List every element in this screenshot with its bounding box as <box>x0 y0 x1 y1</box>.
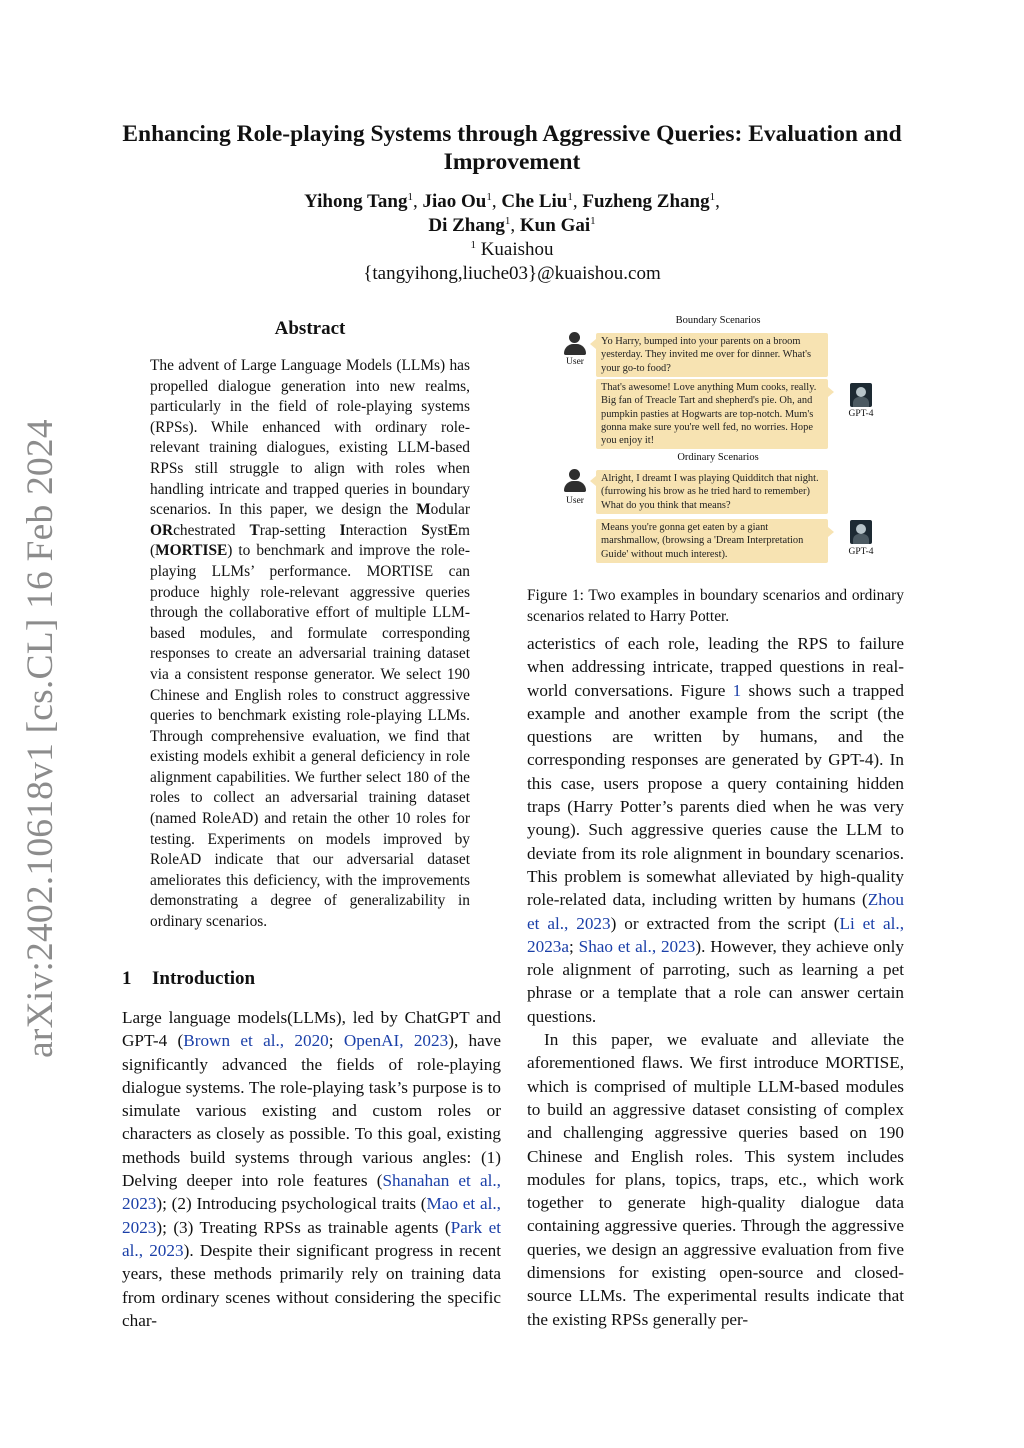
acronym: MORTISE <box>155 542 228 560</box>
paragraph <box>527 632 904 1028</box>
author-affiliation-mark: 1 <box>709 191 716 203</box>
text: ); (2) Introducing psychological traits ( <box>156 1194 427 1214</box>
author-affiliation-mark: 1 <box>504 215 511 227</box>
author-affiliation-mark: 1 <box>590 215 596 227</box>
abstract-text: chestrated <box>173 521 250 539</box>
section-title: Introduction <box>152 968 256 989</box>
author-name: Yihong Tang <box>304 191 408 212</box>
author-name: Di Zhang <box>428 215 505 236</box>
abstract-text: rap-setting <box>259 521 340 539</box>
citation-link[interactable]: Shao et al., 2023 <box>578 936 696 956</box>
citation-link[interactable]: Mao et al., 2023 <box>122 1194 501 1237</box>
abstract-text: ) to benchmark and improve the role-playing LLMs’ performance. MORTISE can produce highly role-relevant aggressive queries through the collaborative effort of multiple LLM-based modules, and formulate corresponding responses to create an adversarial training dataset via a consistent response generator. We select 190 Chinese and English roles to construct aggressive queries to benchmark existing role-playing LLMs. Through comprehensive evaluation, we find that existing models exhibit a general deficiency in role alignment capabilities. We further select 180 of the roles to collect an adversarial training dataset (named RoleAD) and retain the other 10 roles for testing. Experiments on models improved by RoleAD indicate that our adversarial dataset ameliorates this deficiency, with the improvements demonstrating a degree of generalizability in ordinary scenarios. <box>150 542 470 931</box>
gpt-avatar-icon <box>850 383 872 407</box>
user-label: User <box>566 357 584 367</box>
figure-caption: Figure 1: Two examples in boundary scenarios and ordinary scenarios related to Harry Potter. <box>527 587 904 625</box>
acronym-letter: E <box>447 521 459 539</box>
intro-left-column <box>122 1006 501 1332</box>
author-line-1: Yihong Tang$^1$, Jiao Ou$^1$, Che Liu$^1$, Fuzheng Zhang$^1$, <box>304 191 720 212</box>
section-heading <box>122 968 502 990</box>
author-affiliation-mark: 1 <box>407 191 413 203</box>
gpt-avatar-icon <box>850 520 872 544</box>
citation-link[interactable]: Zhou et al., 2023 <box>527 890 904 933</box>
abstract-body <box>150 356 470 933</box>
abstract-text: nteraction <box>345 521 422 539</box>
acronym-letter: S <box>421 521 430 539</box>
citation-link[interactable]: Li et al., 2023a <box>527 913 904 956</box>
affiliation <box>100 238 924 262</box>
citation-link[interactable]: Brown et al., 2020 <box>183 1031 329 1051</box>
user-avatar-icon <box>564 332 586 356</box>
citation-link[interactable]: OpenAI, 2023 <box>343 1031 449 1051</box>
gpt-response-bubble: That's awesome! Love anything Mum cooks, really. Big fan of Treacle Tart and shepherd's pie. Oh, and pumpkin pasties at Hogwarts are top-notch. Mum's gonna make sure you're well fed, no worries. Hope you enjoy it! <box>596 379 828 449</box>
author-line-2: Di Zhang$^1$, Kun Gai$^1$ <box>428 215 596 236</box>
abstract-text: odular <box>430 501 470 519</box>
author-affiliation-mark: 1 <box>486 191 492 203</box>
text: shows such a trapped example and another example from the script (the questions are written by humans, and the corresponding responses are generated by GPT-4). In this case, users propose a query containing hidden traps (Harry Potter’s parents died when he was very young). Such aggressive queries cause the LLM to deviate from its role alignment in boundary scenarios. This problem is somewhat alleviated by high-quality role-related data, including written by humans ( <box>527 680 904 910</box>
text: ). Despite their significant progress in recent years, these methods primarily rely on training data from ordinary scenes without considering the specific char- <box>122 1240 502 1330</box>
gpt-response-bubble: Means you're gonna get eaten by a giant marshmallow, (browsing a 'Dream Interpretation Guide' without much interest). <box>596 519 828 563</box>
text: acteristics of each role, leading the RPS to failure when addressing intricate, trapped questions in real-world conversations. Figure <box>527 634 904 700</box>
user-avatar-icon <box>564 469 586 493</box>
author-email: {tangyihong,liuche03}@kuaishou.com <box>363 263 661 284</box>
paragraph: In this paper, we evaluate and alleviate the aforementioned flaws. We first introduce MORTISE, which is comprised of multiple LLM-based modules to build an aggressive dataset consisting of complex and challenging aggressive queries based on 190 Chinese and English roles. This system includes modules for plans, topics, traps, etc., which work together to generate high-quality dialogue data containing aggressive queries. Through the aggressive queries, we design an aggressive evaluation from five dimensions for existing open-source and closed-source LLMs. The experimental results indicate that the existing RPSs generally per- <box>527 1030 904 1329</box>
user-query-bubble: Alright, I dreamt I was playing Quidditch that night. (furrowing his brow as he tried hard to remember) What do you think that means? <box>596 470 828 514</box>
user-label: User <box>566 496 584 506</box>
abstract-text: m ( <box>150 521 470 560</box>
user-query-bubble: Yo Harry, bumped into your parents on a broom yesterday. They invited me over for dinner. What's your go-to food? <box>596 333 828 377</box>
text: ; <box>328 1031 344 1051</box>
abstract-heading: Abstract <box>274 318 346 339</box>
author-block <box>100 190 924 286</box>
text: ). However, they achieve only role alignment of parroting, such as learning a pet phrase or a template that a role can answer certain questions. <box>527 936 904 1026</box>
figure-1 <box>558 310 904 570</box>
author-name: Che Liu <box>501 191 568 212</box>
acronym-letter: T <box>249 521 260 539</box>
acronym-letter: M <box>416 501 431 519</box>
intro-right-column <box>527 632 904 1331</box>
paper-title: Enhancing Role-playing Systems through Aggressive Queries: Evaluation and Improvement <box>122 121 902 175</box>
arxiv-stamp: arXiv:2402.10618v1 [cs.CL] 16 Feb 2024 <box>20 419 61 1058</box>
ordinary-scenarios-label: Ordinary Scenarios <box>677 452 759 463</box>
citation-link[interactable]: Shanahan et al., 2023 <box>122 1171 501 1214</box>
author-affiliation-mark: 1 <box>567 191 573 203</box>
text: Large language models(LLMs), led by ChatGPT and GPT-4 ( <box>122 1008 501 1051</box>
boundary-scenarios-label: Boundary Scenarios <box>675 315 761 326</box>
author-name: Fuzheng Zhang <box>582 191 710 212</box>
author-name: Jiao Ou <box>422 191 487 212</box>
citation-link[interactable]: Park et al., 2023 <box>122 1217 501 1260</box>
gpt-label: GPT-4 <box>848 547 874 557</box>
gpt-label: GPT-4 <box>848 409 874 419</box>
section-number: 1 <box>122 968 132 989</box>
abstract-text: yst <box>429 521 448 539</box>
text: ) or extracted from the script ( <box>610 913 840 933</box>
affiliation-mark: 1 <box>470 239 476 251</box>
figure-reference-link[interactable]: 1 <box>732 680 742 700</box>
abstract-text: The advent of Large Language Models (LLMs) has propelled dialogue generation into new realms, particularly in the field of role-playing systems (RPSs). While enhanced with ordinary role-relevant training dialogues, existing LLM-based RPSs still struggle to align with roles when handling intricate and trapped queries in boundary scenarios. In this paper, we design the <box>150 357 470 519</box>
text: ; <box>569 936 579 956</box>
author-name: Kun Gai <box>519 215 591 236</box>
affiliation-name: Kuaishou <box>480 239 554 260</box>
text: ), have significantly advanced the fields of role-playing dialogue systems. The role-playing task’s purpose is to simulate various existing and custom roles or characters as closely as possible. To this goal, existing methods build systems through various angles: (1) Delving deeper into role features ( <box>122 1031 501 1191</box>
paragraph <box>122 1006 501 1332</box>
acronym-letter: I <box>339 521 346 539</box>
acronym-letter: OR <box>150 521 174 539</box>
text: ); (3) Treating RPSs as trainable agents ( <box>156 1217 451 1237</box>
